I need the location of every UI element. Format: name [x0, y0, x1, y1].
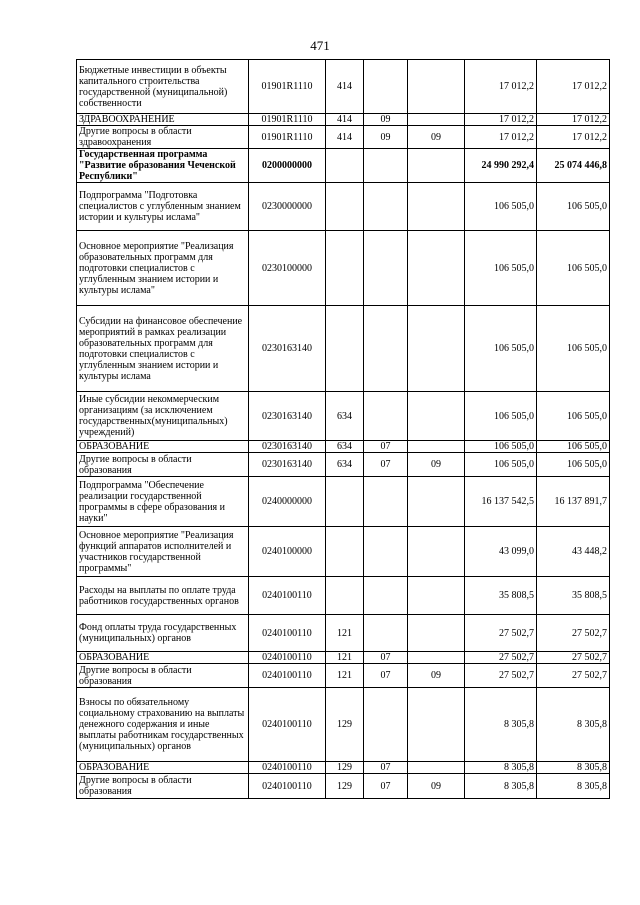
row-expense-type: 634 — [326, 392, 364, 441]
row-section — [364, 60, 408, 114]
row-code: 0240100110 — [249, 577, 326, 615]
row-code: 01901R1110 — [249, 60, 326, 114]
row-name: Основное мероприятие "Реализация образовательных программ для подготовки специалистов с углубленным знанием истории и культуры ислама" — [77, 231, 249, 306]
row-section: 07 — [364, 441, 408, 453]
budget-table — [76, 59, 610, 799]
row-name: Государственная программа "Развитие образования Чеченской Республики" — [77, 149, 249, 183]
row-subsection — [408, 60, 465, 114]
row-subsection — [408, 441, 465, 453]
row-expense-type: 129 — [326, 688, 364, 762]
row-amount-year1: 24 990 292,4 — [465, 149, 537, 183]
row-amount-year2: 106 505,0 — [537, 306, 610, 392]
table-row — [77, 149, 610, 183]
row-subsection: 09 — [408, 664, 465, 688]
row-subsection: 09 — [408, 126, 465, 149]
table-row — [77, 183, 610, 231]
table-row — [77, 306, 610, 392]
row-subsection — [408, 615, 465, 652]
row-name: Взносы по обязательному социальному страхованию на выплаты денежного содержания и иные выплаты работникам государственных (муниципальных) органов — [77, 688, 249, 762]
row-code: 0230163140 — [249, 306, 326, 392]
row-section: 09 — [364, 126, 408, 149]
row-code: 01901R1110 — [249, 126, 326, 149]
row-subsection — [408, 477, 465, 527]
row-section — [364, 577, 408, 615]
row-amount-year2: 106 505,0 — [537, 392, 610, 441]
table-row — [77, 231, 610, 306]
row-expense-type — [326, 231, 364, 306]
row-subsection — [408, 114, 465, 126]
row-amount-year1: 17 012,2 — [465, 126, 537, 149]
row-expense-type: 121 — [326, 652, 364, 664]
row-code: 0200000000 — [249, 149, 326, 183]
row-section — [364, 527, 408, 577]
row-amount-year2: 8 305,8 — [537, 688, 610, 762]
row-section: 07 — [364, 664, 408, 688]
row-amount-year2: 106 505,0 — [537, 453, 610, 477]
row-name: Другие вопросы в области образования — [77, 664, 249, 688]
row-section: 07 — [364, 762, 408, 774]
row-name: ОБРАЗОВАНИЕ — [77, 762, 249, 774]
table-row — [77, 392, 610, 441]
row-subsection — [408, 577, 465, 615]
row-amount-year1: 106 505,0 — [465, 231, 537, 306]
row-amount-year1: 27 502,7 — [465, 652, 537, 664]
row-name: Фонд оплаты труда государственных (муниципальных) органов — [77, 615, 249, 652]
row-amount-year2: 17 012,2 — [537, 114, 610, 126]
row-code: 0230163140 — [249, 441, 326, 453]
row-expense-type: 414 — [326, 114, 364, 126]
row-amount-year1: 106 505,0 — [465, 453, 537, 477]
table-row — [77, 453, 610, 477]
row-amount-year1: 17 012,2 — [465, 114, 537, 126]
row-expense-type — [326, 149, 364, 183]
row-subsection: 09 — [408, 774, 465, 799]
row-expense-type: 121 — [326, 664, 364, 688]
row-subsection — [408, 183, 465, 231]
row-expense-type — [326, 306, 364, 392]
row-name: Подпрограмма "Обеспечение реализации государственной программы в сфере образования и науки" — [77, 477, 249, 527]
row-code: 01901R1110 — [249, 114, 326, 126]
row-expense-type: 129 — [326, 774, 364, 799]
row-amount-year1: 8 305,8 — [465, 762, 537, 774]
row-amount-year2: 16 137 891,7 — [537, 477, 610, 527]
row-amount-year2: 8 305,8 — [537, 774, 610, 799]
row-subsection — [408, 231, 465, 306]
table-row — [77, 60, 610, 114]
row-amount-year2: 17 012,2 — [537, 126, 610, 149]
row-name: Другие вопросы в области образования — [77, 453, 249, 477]
row-amount-year2: 43 448,2 — [537, 527, 610, 577]
row-amount-year1: 106 505,0 — [465, 392, 537, 441]
row-amount-year2: 17 012,2 — [537, 60, 610, 114]
row-amount-year1: 8 305,8 — [465, 774, 537, 799]
row-amount-year2: 27 502,7 — [537, 664, 610, 688]
table-row — [77, 577, 610, 615]
row-amount-year1: 106 505,0 — [465, 306, 537, 392]
row-section — [364, 306, 408, 392]
table-row — [77, 774, 610, 799]
row-subsection — [408, 306, 465, 392]
row-name: Основное мероприятие "Реализация функций аппаратов исполнителей и участников государственной программы" — [77, 527, 249, 577]
row-amount-year2: 106 505,0 — [537, 231, 610, 306]
row-section — [364, 615, 408, 652]
row-subsection — [408, 762, 465, 774]
row-name: Субсидии на финансовое обеспечение мероприятий в рамках реализации образовательных программ для подготовки специалистов с углубленным знанием истории и культуры ислама — [77, 306, 249, 392]
row-section — [364, 688, 408, 762]
table-row — [77, 477, 610, 527]
row-name: Другие вопросы в области образования — [77, 774, 249, 799]
row-expense-type — [326, 183, 364, 231]
row-section — [364, 392, 408, 441]
row-amount-year1: 8 305,8 — [465, 688, 537, 762]
row-amount-year1: 27 502,7 — [465, 664, 537, 688]
row-name: ОБРАЗОВАНИЕ — [77, 441, 249, 453]
row-code: 0240100110 — [249, 774, 326, 799]
row-subsection: 09 — [408, 453, 465, 477]
row-amount-year2: 106 505,0 — [537, 441, 610, 453]
row-name: Бюджетные инвестиции в объекты капитального строительства государственной (муниципальной) собственности — [77, 60, 249, 114]
table-row — [77, 762, 610, 774]
row-code: 0240100110 — [249, 762, 326, 774]
row-amount-year1: 35 808,5 — [465, 577, 537, 615]
row-section: 07 — [364, 652, 408, 664]
row-section: 07 — [364, 774, 408, 799]
row-name: Подпрограмма "Подготовка специалистов с углубленным знанием истории и культуры ислама" — [77, 183, 249, 231]
row-expense-type: 121 — [326, 615, 364, 652]
row-code: 0230100000 — [249, 231, 326, 306]
row-amount-year2: 27 502,7 — [537, 652, 610, 664]
row-expense-type: 129 — [326, 762, 364, 774]
table-row — [77, 615, 610, 652]
row-expense-type: 414 — [326, 126, 364, 149]
row-code: 0240100110 — [249, 652, 326, 664]
row-code: 0230000000 — [249, 183, 326, 231]
row-expense-type — [326, 577, 364, 615]
row-code: 0230163140 — [249, 392, 326, 441]
table-body — [77, 60, 610, 799]
row-subsection — [408, 392, 465, 441]
row-section — [364, 183, 408, 231]
row-amount-year2: 25 074 446,8 — [537, 149, 610, 183]
row-amount-year2: 8 305,8 — [537, 762, 610, 774]
row-section: 07 — [364, 453, 408, 477]
page-number: 471 — [310, 38, 330, 53]
table-row — [77, 688, 610, 762]
row-expense-type — [326, 527, 364, 577]
row-name: ОБРАЗОВАНИЕ — [77, 652, 249, 664]
row-section — [364, 231, 408, 306]
table-row — [77, 441, 610, 453]
row-name: ЗДРАВООХРАНЕНИЕ — [77, 114, 249, 126]
row-name: Расходы на выплаты по оплате труда работников государственных органов — [77, 577, 249, 615]
row-expense-type: 634 — [326, 453, 364, 477]
row-name: Другие вопросы в области здравоохранения — [77, 126, 249, 149]
row-subsection — [408, 149, 465, 183]
row-section — [364, 477, 408, 527]
row-amount-year1: 106 505,0 — [465, 183, 537, 231]
row-amount-year2: 35 808,5 — [537, 577, 610, 615]
table-row — [77, 652, 610, 664]
row-code: 0240000000 — [249, 477, 326, 527]
row-expense-type: 634 — [326, 441, 364, 453]
row-code: 0230163140 — [249, 453, 326, 477]
row-subsection — [408, 527, 465, 577]
row-section: 09 — [364, 114, 408, 126]
table-row — [77, 664, 610, 688]
row-code: 0240100000 — [249, 527, 326, 577]
row-amount-year1: 106 505,0 — [465, 441, 537, 453]
row-expense-type: 414 — [326, 60, 364, 114]
row-amount-year2: 106 505,0 — [537, 183, 610, 231]
row-amount-year1: 16 137 542,5 — [465, 477, 537, 527]
row-subsection — [408, 688, 465, 762]
row-code: 0240100110 — [249, 664, 326, 688]
row-code: 0240100110 — [249, 615, 326, 652]
row-amount-year1: 17 012,2 — [465, 60, 537, 114]
row-amount-year1: 27 502,7 — [465, 615, 537, 652]
row-subsection — [408, 652, 465, 664]
row-section — [364, 149, 408, 183]
table-row — [77, 527, 610, 577]
row-amount-year2: 27 502,7 — [537, 615, 610, 652]
table-row — [77, 114, 610, 126]
row-amount-year1: 43 099,0 — [465, 527, 537, 577]
row-expense-type — [326, 477, 364, 527]
row-name: Иные субсидии некоммерческим организациям (за исключением государственных(муниципальных) учреждений) — [77, 392, 249, 441]
row-code: 0240100110 — [249, 688, 326, 762]
table-row — [77, 126, 610, 149]
